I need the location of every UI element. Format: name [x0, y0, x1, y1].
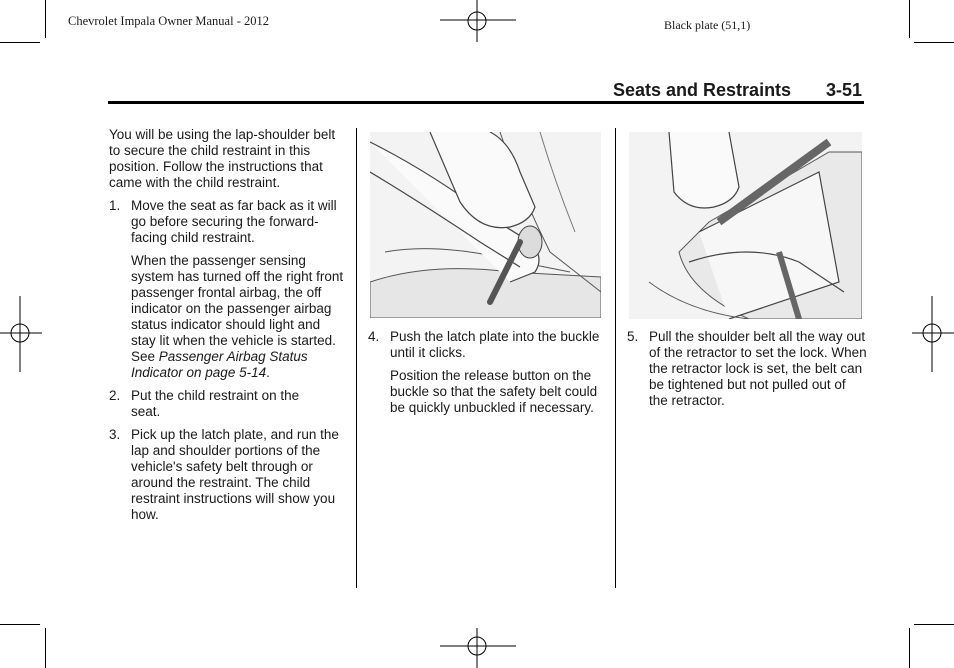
- shoulder-belt-retractor-illustration: [629, 132, 862, 319]
- registration-mark-right: [912, 296, 954, 372]
- intro-paragraph: You will be using the lap-shoulder belt to secure the child restraint in this position. Follow the instructions that came with the child restraint.: [109, 127, 336, 190]
- column-3: [627, 329, 867, 416]
- title-rule: [108, 101, 864, 104]
- step-number: 1.: [109, 198, 121, 213]
- cross-reference-link[interactable]: Passenger Airbag Status Indicator on page 5-14: [131, 349, 308, 380]
- plate-label: Black plate (51,1): [664, 18, 751, 32]
- registration-mark-bottom: [440, 626, 516, 668]
- page-number: 3-51: [826, 80, 863, 100]
- column-1: [109, 127, 347, 530]
- step-2: [109, 388, 347, 420]
- step-text: Pick up the latch plate, and run the lap and shoulder portions of the vehicle's safety belt through or around the restraint. The child restraint instructions will show you how.: [131, 427, 339, 522]
- step-text: Move the seat as far back as it will go before securing the forward-facing child restraint.: [131, 198, 337, 245]
- step-text: Pull the shoulder belt all the way out of the retractor to set the lock. When the retractor lock is set, the belt can be tightened but not pulled out of the retractor.: [649, 329, 867, 408]
- registration-mark-left: [0, 296, 42, 372]
- column-2: [368, 329, 606, 423]
- section-title: Seats and Restraints: [613, 80, 792, 100]
- registration-mark-top: [440, 0, 516, 46]
- step-number: 5.: [627, 329, 639, 344]
- step-note: [131, 253, 347, 381]
- step-number: 2.: [109, 388, 121, 403]
- note-text: When the passenger sensing system has turned off the right front passenger frontal airbag, the off indicator on the passenger airbag status indicator should light and stay lit when the vehicle is started. See: [131, 253, 344, 364]
- latch-plate-buckle-illustration: [370, 132, 601, 318]
- step-note: Position the release button on the buckle so that the safety belt could be quickly unbuckled if necessary.: [390, 368, 598, 415]
- step-3: [109, 427, 347, 523]
- step-text: Put the child restraint on the seat.: [131, 388, 300, 419]
- step-number: 4.: [368, 329, 380, 344]
- step-text: Push the latch plate into the buckle until it clicks.: [390, 329, 600, 360]
- column-divider-2: [615, 128, 616, 588]
- column-divider-1: [356, 128, 357, 588]
- step-5: [627, 329, 867, 409]
- step-number: 3.: [109, 427, 121, 442]
- note-end: .: [266, 365, 270, 380]
- step-4: [368, 329, 606, 416]
- step-1: [109, 198, 347, 381]
- manual-title-header: Chevrolet Impala Owner Manual - 2012: [68, 14, 269, 28]
